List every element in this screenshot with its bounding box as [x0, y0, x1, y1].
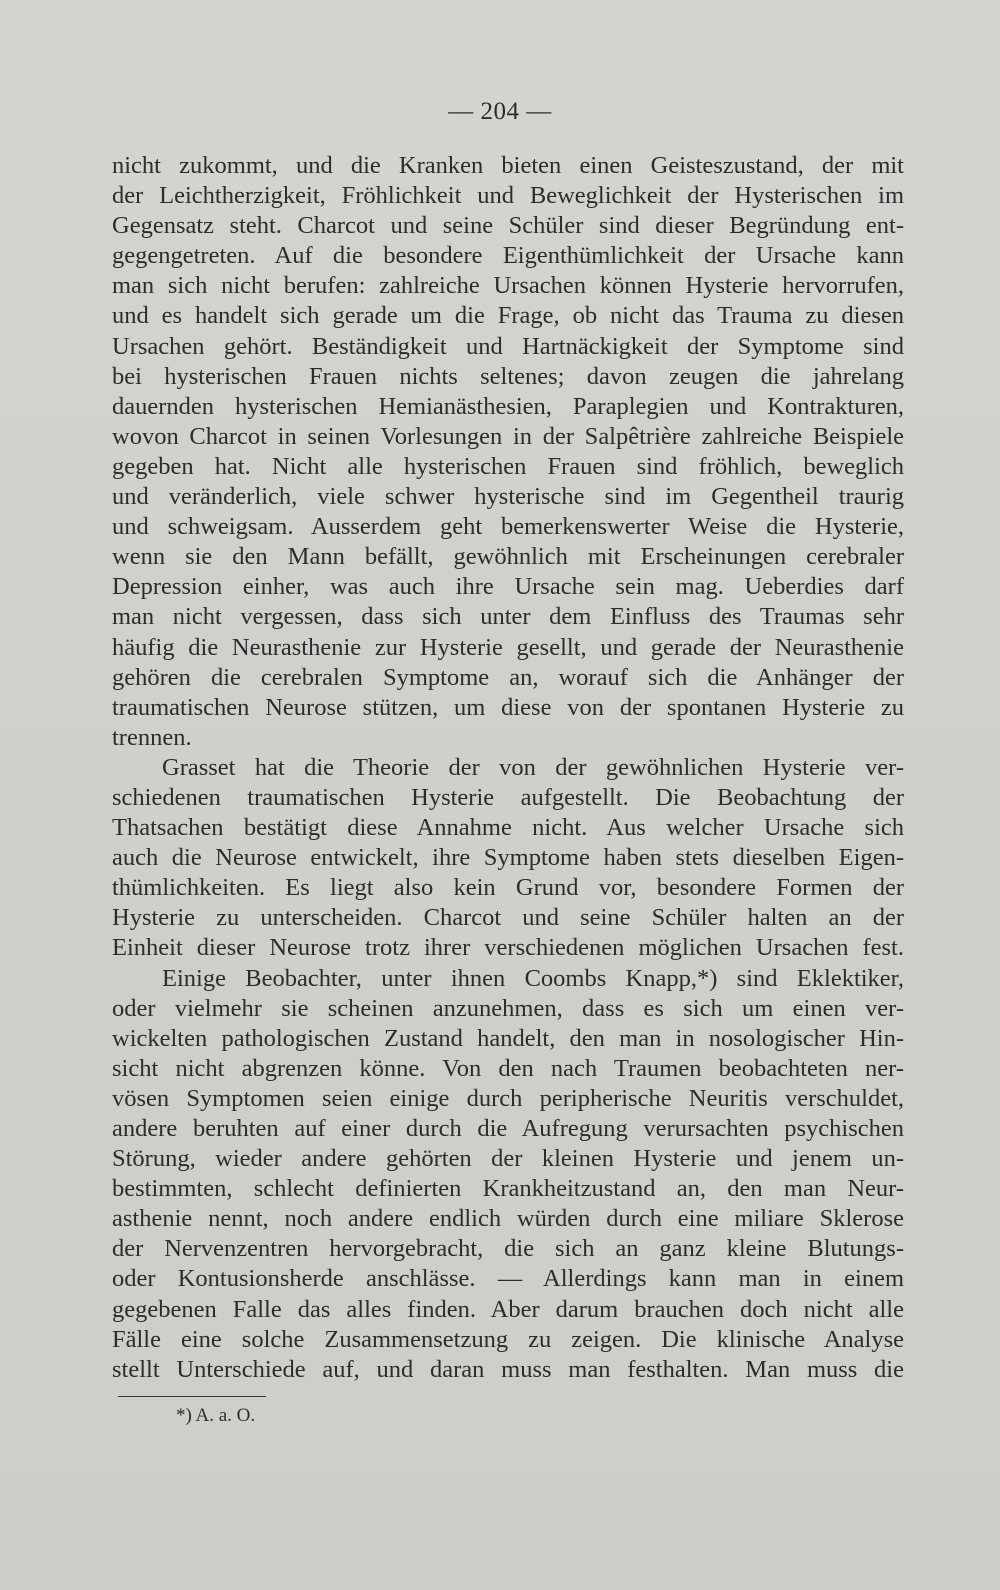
text-line: Depression einher, was auch ihre Ursache sein mag. Ueberdies darf: [112, 573, 904, 601]
paragraph-2: [112, 753, 904, 964]
text-line: nicht zukommt, und die Kranken bieten einen Geisteszustand, der mit: [112, 152, 904, 179]
text-line: und veränderlich, viele schwer hysterische sind im Gegentheil traurig: [112, 483, 904, 511]
text-line: asthenie nennt, noch andere endlich würden durch eine miliare Sklerose: [112, 1205, 904, 1233]
paragraph-1: [112, 151, 904, 753]
text-line: Einheit dieser Neurose trotz ihrer verschiedenen möglichen Ursachen fest.: [112, 934, 904, 962]
text-line: Thatsachen bestätigt diese Annahme nicht. Aus welcher Ursache sich: [112, 814, 904, 842]
text-line: gehören die cerebralen Symptome an, worauf sich die Anhänger der: [112, 663, 904, 691]
text-line: der Leichtherzigkeit, Fröhlichkeit und Beweglichkeit der Hysterischen im: [112, 182, 904, 210]
text-line: sicht nicht abgrenzen könne. Von den nach Traumen beobachteten ner-: [112, 1054, 904, 1082]
text-line: dauernden hysterischen Hemianästhesien, Paraplegien und Kontrakturen,: [112, 392, 904, 420]
text-line: wenn sie den Mann befällt, gewöhnlich mit Erscheinungen cerebraler: [112, 543, 904, 571]
text-line: oder Kontusionsherde anschlässe. — Allerdings kann man in einem: [112, 1265, 904, 1293]
text-line: oder vielmehr sie scheinen anzunehmen, dass es sich um einen ver-: [112, 994, 904, 1022]
text-line: bestimmten, schlecht definierten Krankheitzustand an, den man Neur-: [112, 1175, 904, 1203]
text-line: Fälle eine solche Zusammensetzung zu zeigen. Die klinische Analyse: [112, 1325, 904, 1353]
text-line: Hysterie zu unterscheiden. Charcot und seine Schüler halten an der: [112, 904, 904, 932]
text-line: gegengetreten. Auf die besondere Eigenthümlichkeit der Ursache kann: [112, 242, 904, 270]
text-line: stellt Unterschiede auf, und daran muss man festhalten. Man muss die: [112, 1355, 904, 1383]
body-text: [112, 151, 904, 1385]
text-line: man sich nicht berufen: zahlreiche Ursachen können Hysterie hervorrufen,: [112, 272, 904, 300]
text-line: traumatischen Neurose stützen, um diese von der spontanen Hysterie zu: [112, 693, 904, 721]
text-line: andere beruhten auf einer durch die Aufregung verursachten psychischen: [112, 1115, 904, 1142]
text-line: wickelten pathologischen Zustand handelt, den man in nosologischer Hin-: [112, 1024, 904, 1052]
text-line: bei hysterischen Frauen nichts seltenes; davon zeugen die jahrelang: [112, 362, 904, 390]
text-line: Ursachen gehört. Beständigkeit und Hartnäckigkeit der Symptome sind: [112, 332, 904, 360]
text-line: gegeben hat. Nicht alle hysterischen Frauen sind fröhlich, beweglich: [112, 452, 904, 480]
text-line: thümlichkeiten. Es liegt also kein Grund vor, besondere Formen der: [112, 874, 904, 902]
text-line: trennen.: [112, 723, 192, 751]
page-number: — 204 —: [448, 98, 552, 125]
text-line: Störung, wieder andere gehörten der kleinen Hysterie und jenem un-: [112, 1145, 904, 1173]
text-line: und es handelt sich gerade um die Frage, ob nicht das Trauma zu diesen: [112, 302, 904, 330]
text-line: und schweigsam. Ausserdem geht bemerkenswerter Weise die Hysterie,: [112, 513, 904, 541]
text-line: der Nervenzentren hervorgebracht, die sich an ganz kleine Blutungs-: [112, 1235, 904, 1263]
text-line: Einige Beobachter, unter ihnen Coombs Knapp,*) sind Eklektiker,: [162, 964, 904, 992]
text-line: vösen Symptomen seien einige durch peripherische Neuritis verschuldet,: [112, 1084, 904, 1112]
footnote: *) A. a. O.: [176, 1405, 256, 1426]
text-line: auch die Neurose entwickelt, ihre Symptome haben stets dieselben Eigen-: [112, 844, 904, 872]
text-line: schiedenen traumatischen Hysterie aufgestellt. Die Beobachtung der: [112, 783, 904, 811]
paragraph-3: [112, 964, 904, 1385]
text-line: häufig die Neurasthenie zur Hysterie gesellt, und gerade der Neurasthenie: [112, 633, 904, 661]
text-line: gegebenen Falle das alles finden. Aber darum brauchen doch nicht alle: [112, 1295, 904, 1323]
text-line: Grasset hat die Theorie der von der gewöhnlichen Hysterie ver-: [162, 753, 904, 781]
text-line: wovon Charcot in seinen Vorlesungen in der Salpêtrière zahlreiche Beispiele: [112, 422, 904, 450]
text-line: man nicht vergessen, dass sich unter dem Einfluss des Traumas sehr: [112, 603, 904, 631]
footnote-divider: [118, 1396, 266, 1397]
text-line: Gegensatz steht. Charcot und seine Schüler sind dieser Begründung ent-: [112, 212, 904, 240]
